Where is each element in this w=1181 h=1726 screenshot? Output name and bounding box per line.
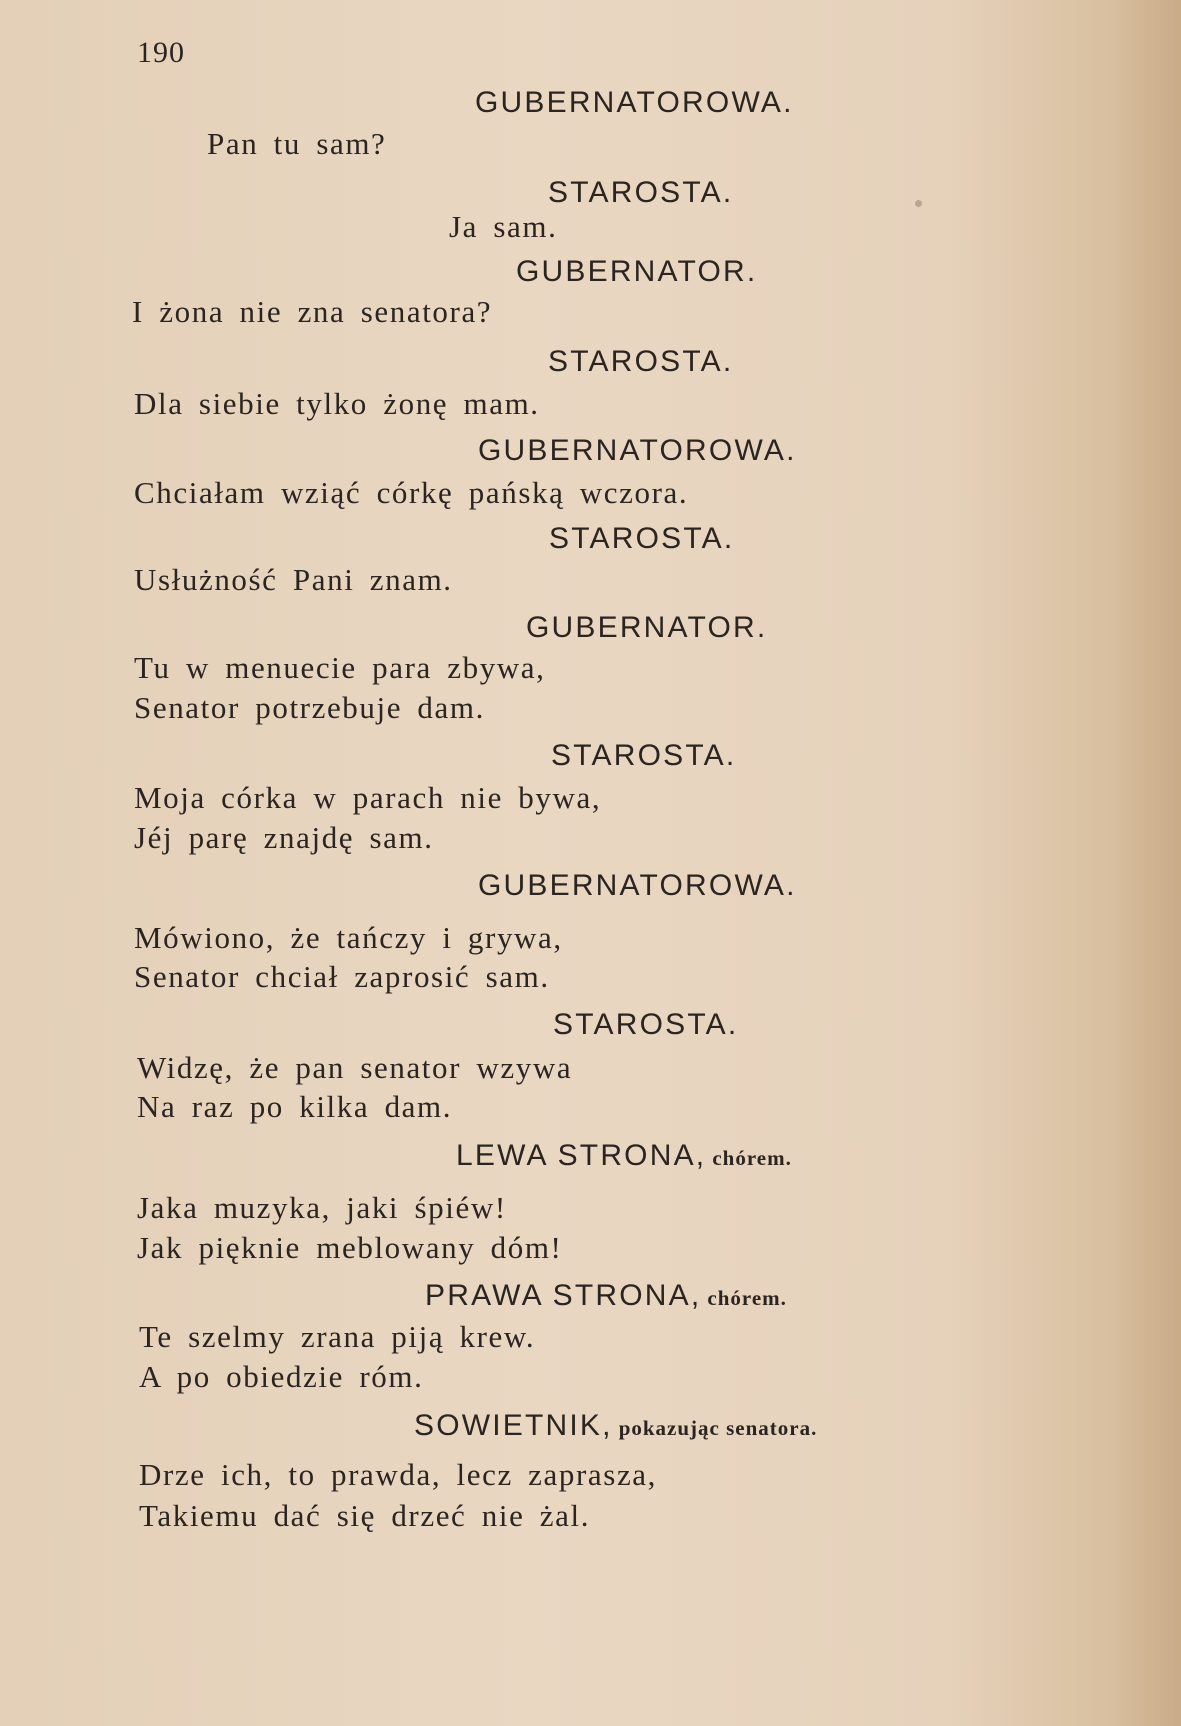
speaker-label: STAROSTA. [548,345,734,378]
speaker-label: GUBERNATOROWA. [475,86,794,119]
verse-line: Pan tu sam? [207,126,387,161]
verse-line: Drze ich, to prawda, lecz zaprasza, [139,1457,658,1492]
verse-line: Te szelmy zrana piją krew. [139,1319,536,1354]
speaker-name [548,178,733,208]
verse-line: I żona nie zna senatora? [132,294,493,329]
speaker-label: STAROSTA. [548,176,734,209]
speaker-label: GUBERNATOROWA. [478,869,797,902]
verse-line: Usłużność Pani znam. [134,562,453,597]
stage-direction: pokazując senatora. [618,1416,818,1440]
speaker-label: STAROSTA. [549,522,735,555]
speaker-label: LEWA STRONA, [456,1139,707,1172]
speaker-name [549,524,734,554]
speaker-name [551,741,736,771]
speaker-label: GUBERNATOR. [526,611,768,644]
verse-line: Tu w menuecie para zbywa, [134,650,546,685]
speaker-name [478,871,797,901]
verse-line: A po obiedzie róm. [139,1359,424,1394]
speaker-name [456,1141,792,1171]
speaker-name [475,88,794,118]
stage-direction: chórem. [707,1286,787,1310]
verse-line: Chciałam wziąć córkę pańską wczora. [134,475,689,510]
speaker-label: GUBERNATOR. [516,255,758,288]
verse-line: Widzę, że pan senator wzywa [137,1050,573,1085]
speaker-name [553,1010,738,1040]
paper-speck [915,200,922,207]
verse-line: Senator potrzebuje dam. [134,690,485,725]
verse-line: Dla siebie tylko żonę mam. [134,386,540,421]
verse-line: Jak pięknie meblowany dóm! [137,1230,563,1265]
speaker-name [516,257,757,287]
page-number: 190 [137,36,185,69]
speaker-label: PRAWA STRONA, [425,1279,702,1312]
speaker-label: GUBERNATOROWA. [478,434,797,467]
speaker-name [425,1281,787,1311]
stage-direction: chórem. [712,1146,792,1170]
verse-line: Moja córka w parach nie bywa, [134,780,602,815]
verse-line: Jaka muzyka, jaki śpiéw! [137,1190,507,1225]
speaker-label: STAROSTA. [551,739,737,772]
speaker-name [526,613,767,643]
speaker-name [478,436,797,466]
speaker-label: STAROSTA. [553,1008,739,1041]
verse-line: Senator chciał zaprosić sam. [134,959,550,994]
speaker-label: SOWIETNIK, [414,1409,613,1442]
speaker-name [414,1411,817,1441]
verse-line: Jéj parę znajdę sam. [134,820,434,855]
speaker-name [548,347,733,377]
verse-line: Takiemu dać się drzeć nie żal. [139,1498,591,1533]
verse-line: Ja sam. [449,209,558,244]
verse-line: Mówiono, że tańczy i grywa, [134,920,563,955]
verse-line: Na raz po kilka dam. [137,1089,453,1124]
